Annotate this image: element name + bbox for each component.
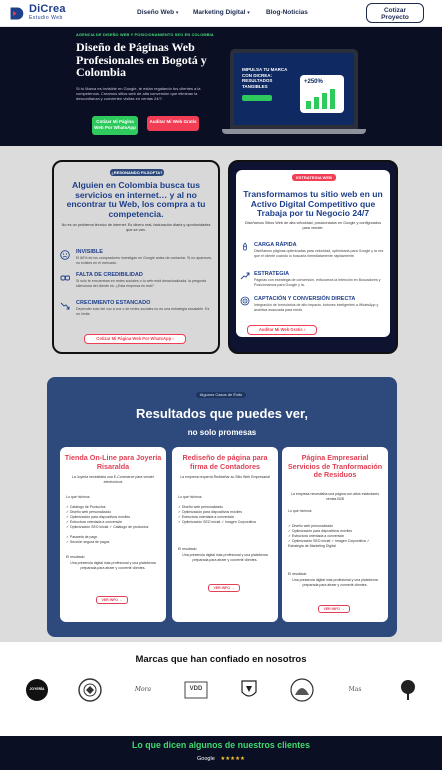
brands-title: Marcas que han confiado en nosotros xyxy=(135,654,307,665)
case-item: ✓ Optimización para dispositivos móviles xyxy=(288,529,353,533)
nav-item-label: Diseño Web xyxy=(137,9,175,16)
problem-title: Alguien en Colombia busca tus servicios en internet… y al no encontrar tu Web, los compra a tu competencia. xyxy=(66,180,206,219)
feature-desc: Si solo te encuentran en redes sociales o tu web está desactualizada, la pregunta silenciosa del cliente es: ¿Esta empresa es real? xyxy=(76,279,207,288)
emblem-logo-icon xyxy=(237,678,261,702)
solution-title: Transformamos tu sitio web en un Activo Digital Competitivo que Trabaja por tu Negocio 24/7 xyxy=(243,189,383,218)
cotizar-whatsapp-outline-button[interactable]: Cotizar Mi Página Web Por WhatsApp › xyxy=(84,334,186,344)
case-list-title: Lo que hicimos xyxy=(178,495,202,499)
script-logo-icon xyxy=(131,678,155,702)
downtrend-icon xyxy=(60,301,70,311)
ver-info-button[interactable]: VER INFO → xyxy=(96,596,128,604)
solution-intro: Diseñamos Sitios Web de alta velocidad, posicionados en Google y configurados para vender. xyxy=(244,221,382,230)
feature-desc: El 80% de los compradores investigan en Google antes de contactar. Si no apareces, no existes en el mercado. xyxy=(76,256,213,265)
feature-title: CAPTACIÓN Y CONVERSIÓN DIRECTA xyxy=(254,296,356,302)
case-list-title: Lo que hicimos xyxy=(66,495,90,499)
case-title: Tienda On-Line para Joyería Risaralda xyxy=(64,453,162,471)
auditar-web-button[interactable]: Auditar Mi Web Gratis xyxy=(147,116,199,131)
trend-up-icon xyxy=(240,271,250,281)
trend-chart-icon xyxy=(304,89,340,109)
screen-chart xyxy=(300,75,344,113)
case-item: ✓ Diseño web personalizado xyxy=(288,524,333,528)
case-item: ✓ Diseño web personalizado xyxy=(178,505,223,509)
logo-name[interactable]: DiCrea xyxy=(29,3,66,15)
case-result-title: El resultado xyxy=(178,547,197,551)
case-item: ✓ Estructura orientada a conversión xyxy=(288,534,345,538)
circular-seal-logo-icon xyxy=(78,678,102,702)
case-item: ✓ Catálogo de Productos xyxy=(66,505,106,509)
dicrea-logo-icon[interactable] xyxy=(8,5,25,22)
case-result-title: El resultado xyxy=(66,555,85,559)
brand-logo-text: VDD xyxy=(189,686,203,692)
chevron-down-icon: ▾ xyxy=(175,10,179,16)
case-item: ✓ Estructura orientada a conversión xyxy=(66,520,123,524)
ver-info-button[interactable]: VER INFO → xyxy=(208,584,240,592)
rocket-icon xyxy=(240,242,250,252)
case-title: Página Empresarial Servicios de Tranformación de Residuos xyxy=(287,453,383,479)
rating-stars-icon: ★★★★★ xyxy=(220,756,245,762)
tree-logo-icon xyxy=(396,678,420,702)
brand-logo-text: Mora xyxy=(134,686,152,693)
feature-title: ESTRATEGIA xyxy=(254,271,290,277)
screen-cta xyxy=(242,95,272,101)
case-intro: La empresa necesitaba una página con altos estándares ventas B2B xyxy=(291,492,379,501)
nav-item-label: Blog-Noticias xyxy=(266,9,308,16)
case-title: Rediseño de página para firma de Contadores xyxy=(182,453,268,471)
laptop-mockup xyxy=(230,49,358,129)
case-intro: La empresa requería Rediseñar su Sitio Web Empresarial xyxy=(180,475,270,479)
cta-line-2: Proyecto xyxy=(381,14,409,21)
case-item: ✓ Sección segura de pagos xyxy=(66,540,110,544)
case-list-title: Lo que hicimos xyxy=(288,509,312,513)
hero-title: Diseño de Páginas Web Profesionales en Bogotá y Colombia xyxy=(76,40,207,79)
case-item: ✓ Optimización SEO inicial ✓ Imagen Corporativa xyxy=(178,520,256,524)
auditar-web-outline-button[interactable]: Auditar Mi Web Gratis › xyxy=(247,325,317,335)
nav-item-marketing-digital[interactable] xyxy=(193,9,250,16)
nav-item-blog-noticias[interactable] xyxy=(266,9,308,16)
feature-desc: Integración de formularios de alto impacto, botones inteligentes a WhatsApp y analítica avanzada para medir. xyxy=(254,303,379,312)
case-item: ✓ Optimización para dispositivos móviles xyxy=(178,510,243,514)
cta-line-1: Cotizar xyxy=(383,7,407,14)
testimonials-title: Lo que dicen algunos de nuestros clientes xyxy=(132,740,310,750)
nav-item-diseno-web[interactable] xyxy=(137,9,178,16)
cotizar-proyecto-button[interactable] xyxy=(366,3,424,23)
case-item: ✓ Optimización para dispositivos móviles xyxy=(66,515,131,519)
feature-desc: Depender solo del voz a voz o de redes sociales no es una estrategia escalable. Es un límite. xyxy=(76,307,210,316)
laptop-base xyxy=(222,129,366,134)
case-result: Una presencia digital más profesional y una plataforma preparada para atraer y convertir clientes. xyxy=(70,561,156,570)
case-card xyxy=(172,447,278,622)
feature-desc: Diseñamos páginas optimizadas para velocidad, optimizada para Google y la vez que el cliente cuando lo buscarla inmediatamente rápidamente. xyxy=(254,249,384,258)
joyeria-logo-icon xyxy=(25,678,49,702)
ver-info-button[interactable]: VER INFO → xyxy=(318,605,350,613)
solution-pill: ESTRATEGIA WEB xyxy=(292,174,336,181)
sad-face-icon xyxy=(60,250,70,260)
case-intro: La Joyeria necesitaba una E-Commerce para vender electronicos xyxy=(71,475,155,484)
dome-logo-icon xyxy=(290,678,314,702)
case-item: ✓ Optimización SEO inicial ✓ Imagen Corporativa ✓ Estrategia de Marketing Digital xyxy=(288,539,370,548)
hero-caption: AGENCIA DE DISEÑO WEB Y POSICIONAMIENTO SEO EN COLOMBIA xyxy=(76,33,214,37)
case-card xyxy=(60,447,166,622)
chevron-down-icon: ▾ xyxy=(247,10,250,16)
laptop-screen xyxy=(234,53,354,125)
case-result: Una presencia digital más profesional y una plataforma preparada para atraer y convertir clientes. xyxy=(292,578,378,587)
google-label: Google xyxy=(197,756,215,762)
case-card xyxy=(282,447,388,622)
feature-desc: Páginas con estrategia de conversión, enfocamos la intención en Buscadores y Posicionamos para Google y la. xyxy=(254,278,381,287)
problem-pill: ¿RESONANDO FILSOFTA? xyxy=(111,170,163,175)
results-title: Resultados que puedes ver, xyxy=(136,406,308,421)
problem-intro: No es un problema técnico de internet. Es dinero real, facturación diaria y oportunidades que se van. xyxy=(61,223,211,232)
logo-tagline: Estudio Web xyxy=(29,15,63,21)
case-item: ✓ Optimización SEO inicial ✓ Catálogo de productos xyxy=(66,525,149,529)
case-result: Una presencia digital más profesional y una plataforma preparada para atraer y convertir clientes. xyxy=(182,553,268,562)
screen-heading: IMPULSA TU MARCA CON DICREA: RESULTADOS TANGIBLES xyxy=(242,67,288,89)
brand-logo-text: JOYERÍA xyxy=(29,687,45,691)
vdd-logo-icon xyxy=(184,678,208,702)
results-subtitle: no solo promesas xyxy=(187,428,257,437)
results-pill: Algunos Casos de Éxito xyxy=(196,392,246,398)
feature-title: CRECIMIENTO ESTANCADO xyxy=(76,300,151,306)
google-rating xyxy=(0,756,442,762)
cotizar-whatsapp-button[interactable]: Cotizar Mi Página Web Por WhatsApp xyxy=(92,116,138,135)
target-icon xyxy=(240,296,250,306)
case-result-title: El resultado xyxy=(288,572,307,576)
broken-link-icon xyxy=(60,273,70,283)
feature-title: CARGA RÁPIDA xyxy=(254,242,297,248)
feature-title: FALTA DE CREDIBILIDAD xyxy=(76,272,143,278)
screen-badge: +250% xyxy=(304,79,323,85)
case-item: ✓ Estructura orientada a conversión xyxy=(178,515,235,519)
brand-logo-text: Mas xyxy=(348,686,362,693)
hero-paragraph: Si tu Marca es invisible en Google, te están regalando tus clientes a la competencia. Creamos sitios web de alta conversión que eliminan la desconfianza y convierten visitas en ventas 24/7. xyxy=(76,86,201,101)
wordmark-logo-icon xyxy=(343,678,367,702)
case-item: ✓ Diseño web personalizado xyxy=(66,510,111,514)
feature-title: INVISIBLE xyxy=(76,249,103,255)
case-item: ✓ Pasarela de pago xyxy=(66,535,98,539)
nav-item-label: Marketing Digital xyxy=(193,9,246,16)
